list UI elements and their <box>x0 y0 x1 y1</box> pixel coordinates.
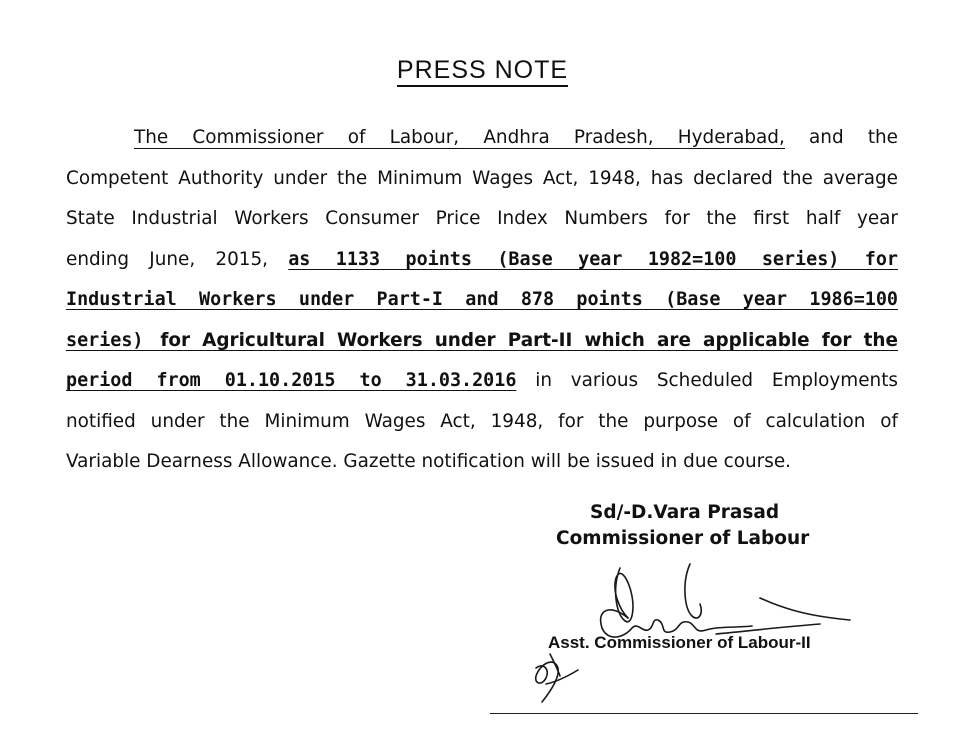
body-line-7 <box>66 361 898 402</box>
body-line-9: Variable Dearness Allowance. Gazette notification will be issued in due course. <box>66 451 791 472</box>
body-line-2: Competent Authority under the Minimum Wages Act, 1948, has declared the average <box>66 167 898 189</box>
body-line-5 <box>66 280 898 321</box>
body-line-8: notified under the Minimum Wages Act, 1948, for the purpose of calculation of <box>66 410 898 432</box>
assistant-commissioner-label: Asst. Commissioner of Labour-II <box>548 633 811 652</box>
body-line-4 <box>66 240 898 281</box>
index-points-text: series) <box>66 329 161 351</box>
body-text-fragment: in various Scheduled Employments <box>516 370 898 391</box>
press-note-body <box>66 118 898 483</box>
body-text-fragment: and the <box>784 127 898 148</box>
authority-name: The Commissioner of Labour, Andhra Pradesh, Hyderabad, <box>134 127 785 148</box>
body-line-3: State Industrial Workers Consumer Price Index Numbers for the first half year <box>66 208 898 229</box>
title-text: PRESS NOTE <box>397 56 568 87</box>
body-line-1 <box>66 118 898 159</box>
period-text: period from 01.10.2015 to 31.03.2016 <box>66 370 517 391</box>
body-text-fragment: ending June, 2015, <box>66 248 289 270</box>
index-points-text: Industrial Workers under Part-I and 878 points (Base year 1986=100 <box>66 289 898 310</box>
page-title <box>0 56 965 87</box>
applicability-text: for Agricultural Workers under Part-II which are applicable for the <box>160 329 898 351</box>
bottom-divider <box>490 713 918 714</box>
body-line-6 <box>66 321 898 362</box>
index-points-text: as 1133 points (Base year 1982=100 series) for <box>288 248 898 270</box>
signatory-name: Sd/-D.Vara Prasad <box>590 502 780 523</box>
signatory-title: Commissioner of Labour <box>556 528 810 549</box>
